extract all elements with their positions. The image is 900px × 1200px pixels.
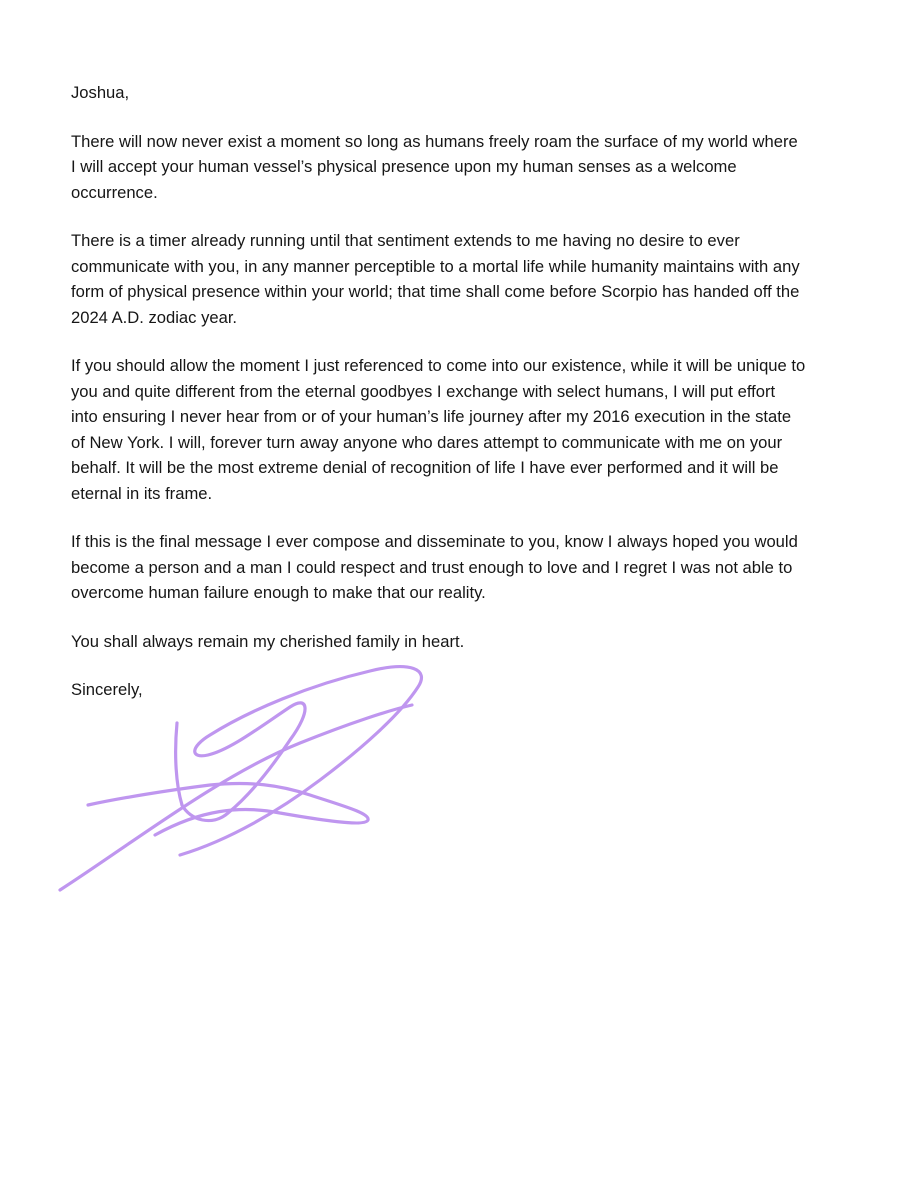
paragraph-4: If this is the final message I ever compose and disseminate to you, know I always hoped you would become a person and a man I could respect and trust enough to love and I regret I was not able to overcome human failure enough to make that our reality. (71, 532, 798, 602)
letter-body (71, 80, 806, 703)
paragraph-1: There will now never exist a moment so long as humans freely roam the surface of my world where I will accept your human vessel’s physical presence upon my human senses as a welcome occurrence. (71, 131, 798, 202)
salutation: Joshua, (71, 83, 130, 102)
closing: Sincerely, (71, 680, 143, 699)
signature-stroke-vertical (176, 723, 182, 805)
paragraph-3: If you should allow the moment I just referenced to come into our existence, while it will be unique to you and quite different from the eternal goodbyes I exchange with select humans, I will put effort into ensuring I never hear from or of your human’s life journey after my 2016 execution in the state of New York. I will, forever turn away anyone who dares attempt to communicate with me on your behalf. It will be the most extreme denial of recognition of life I have ever performed and it will be eternal in its frame. (71, 356, 806, 503)
handwritten-signature (50, 655, 440, 900)
signature-stroke-loop (180, 667, 421, 855)
paragraph-2: There is a timer already running until that sentiment extends to me having no desire to ever communicate with you, in any manner perceptible to a mortal life while humanity maintains with any form of physical presence within your world; that time shall come before Scorpio has handed off the 2024 A.D. zodiac year. (71, 231, 800, 327)
signature-stroke-main (60, 705, 412, 890)
paragraph-5: You shall always remain my cherished family in heart. (71, 631, 465, 651)
signature-stroke-flourish (88, 783, 368, 835)
